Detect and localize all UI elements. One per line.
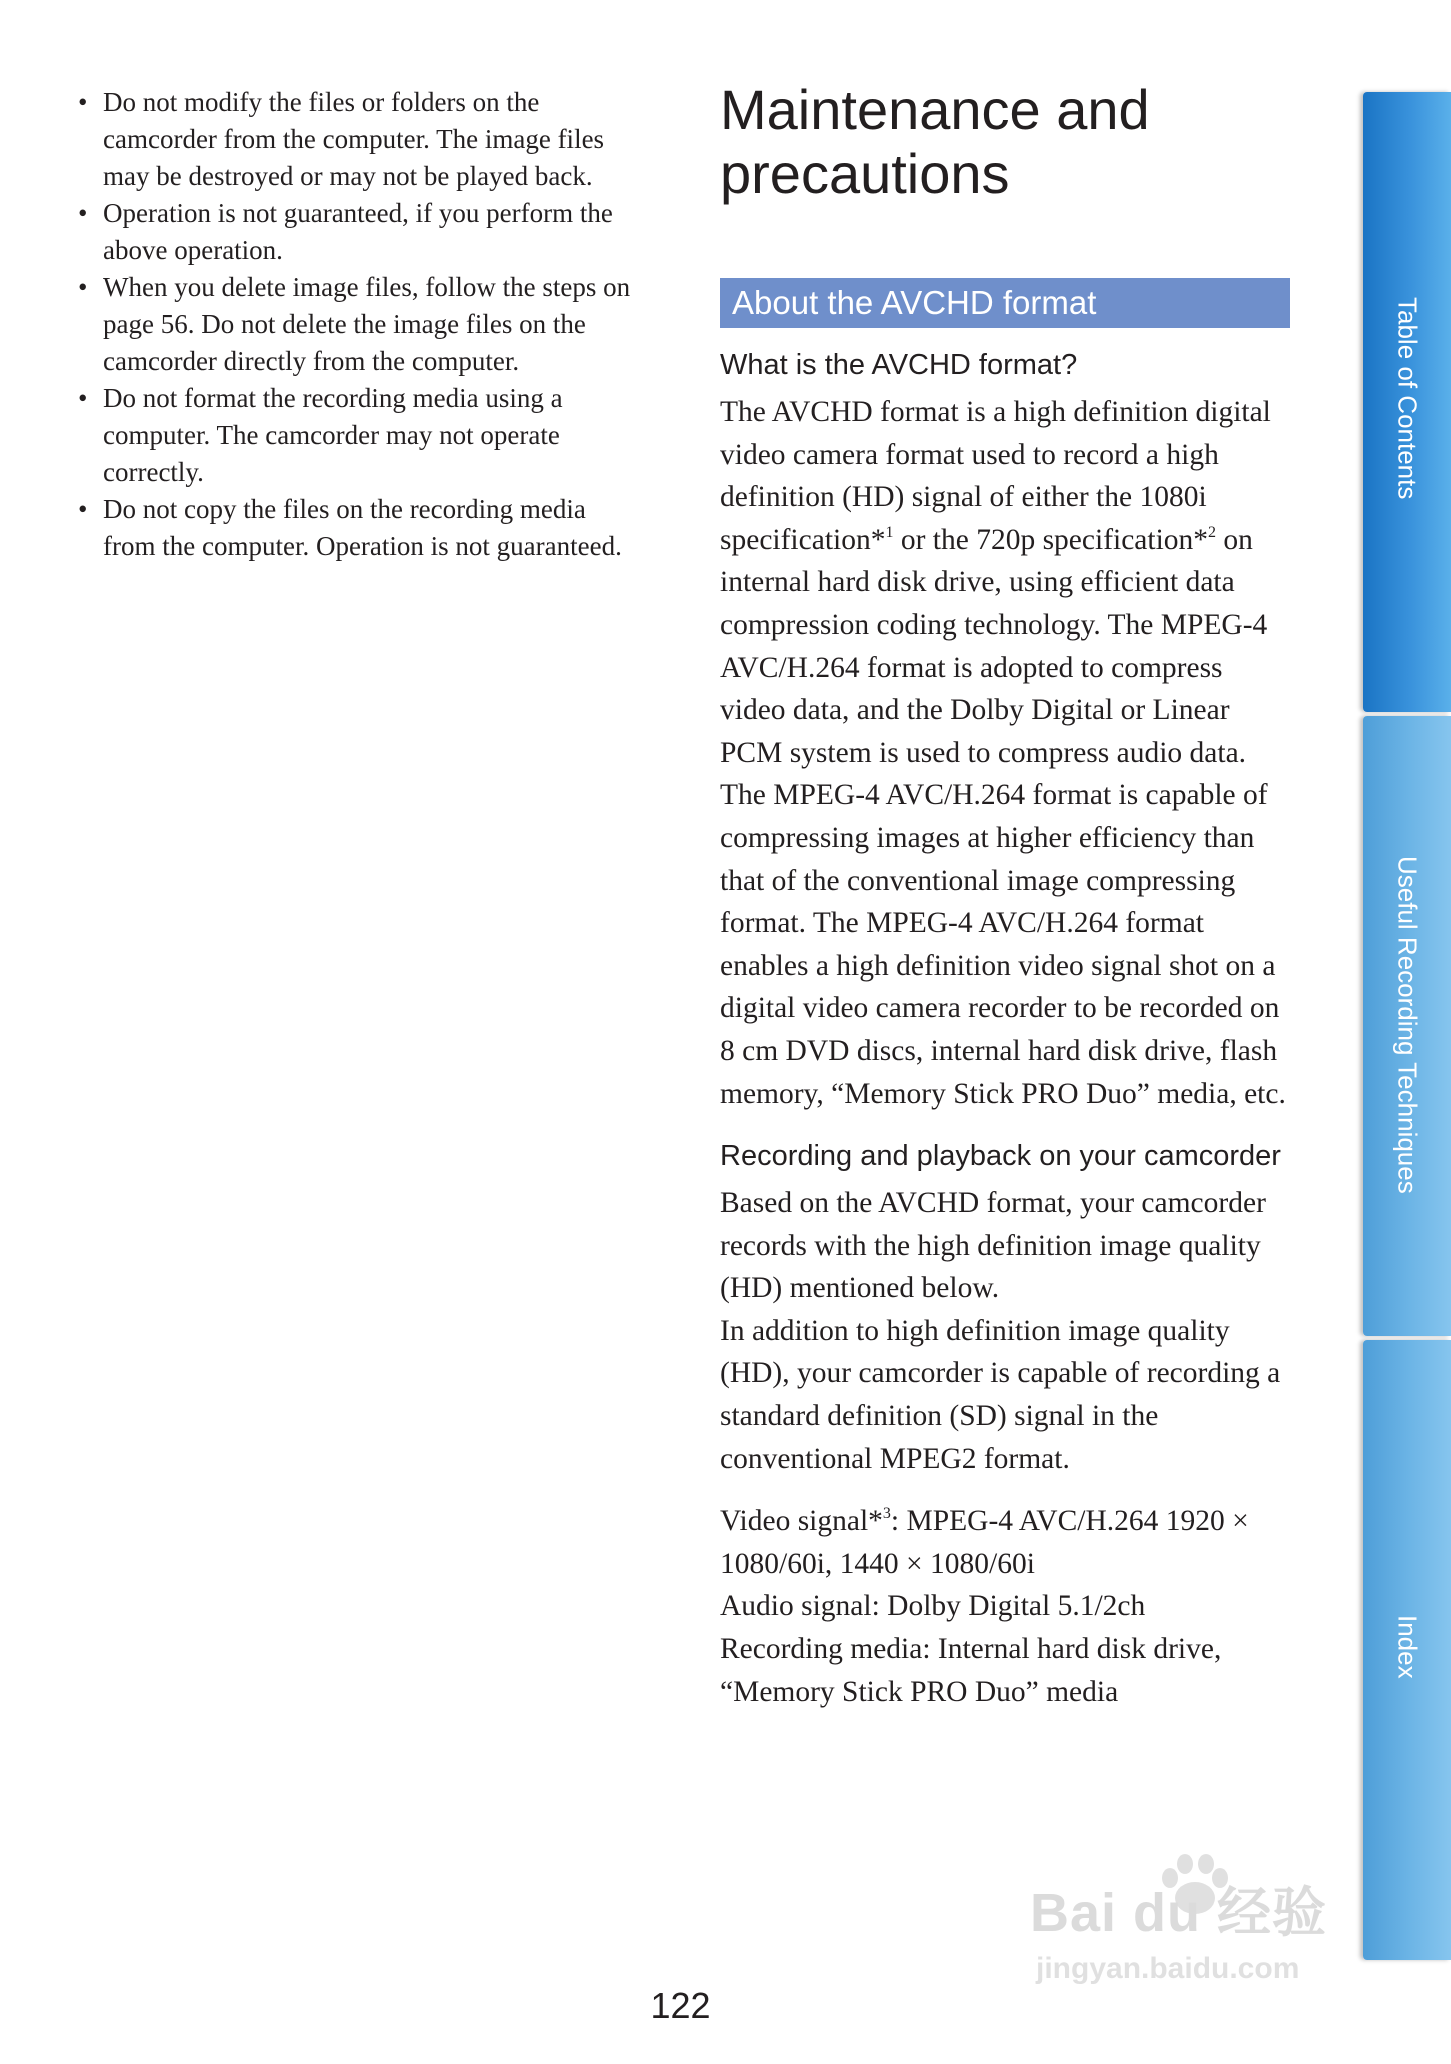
subheading-what-is-avchd: What is the AVCHD format? (720, 349, 1078, 381)
page-title (720, 78, 1290, 206)
section-heading: About the AVCHD format (720, 278, 1290, 328)
list-item: • Do not copy the files on the recording media from the computer. Operation is not guaranteed. (78, 491, 643, 565)
list-item: • Do not format the recording media using a computer. The camcorder may not operate correctly. (78, 380, 643, 491)
subheading-recording-playback: Recording and playback on your camcorder (720, 1140, 1281, 1173)
paragraph-hd-recording: Based on the AVCHD format, your camcorder records with the high definition image quality (HD) mentioned below. (720, 1187, 1266, 1305)
intro-text-a: The AVCHD format is a high definition digital video camera format used to record a high definition (HD) signal of either the 1080i specification* (720, 396, 1271, 556)
right-column (720, 78, 1290, 1713)
watermark (1030, 1850, 1360, 2000)
intro-text-b: or the 720p specification* (893, 523, 1209, 556)
list-item: • Operation is not guaranteed, if you perform the above operation. (78, 195, 643, 269)
left-column (78, 84, 643, 565)
tab-index[interactable] (1363, 1340, 1451, 1960)
paragraph-avchd-intro (720, 391, 1290, 774)
spec-video-label: Video signal* (720, 1505, 883, 1538)
spec-list (720, 1500, 1290, 1713)
title-line-2: precautions (720, 142, 1010, 205)
list-item: • When you delete image files, follow the steps on page 56. Do not delete the image files on the camcorder directly from the computer. (78, 269, 643, 380)
footnote-ref-2: 2 (1208, 523, 1217, 541)
paragraph-sd-recording: In addition to high definition image quality (HD), your camcorder is capable of recording a standard definition (SD) signal in the conventional MPEG2 format. (720, 1314, 1281, 1475)
footnote-ref-3: 3 (882, 1505, 891, 1523)
tab-label: Table of Contents (1392, 297, 1423, 500)
footnote-ref-1: 1 (885, 523, 894, 541)
tab-useful-recording-techniques[interactable] (1363, 716, 1451, 1336)
intro-text-c: on internal hard disk drive, using efficient data compression coding technology. The MPEG-4 AVC/H.264 format is adopted to compress video data, and the Dolby Digital or Linear PCM system is used to compress audio data. (720, 523, 1268, 769)
page-number: 122 (650, 1985, 711, 2026)
watermark-logo: Bai du 经验 (1030, 1883, 1328, 1943)
watermark-url: jingyan.baidu.com (1036, 1952, 1300, 1985)
tab-label: Index (1392, 1615, 1423, 1679)
precaution-list (78, 84, 643, 565)
tab-label: Useful Recording Techniques (1392, 856, 1423, 1194)
spec-audio: Audio signal: Dolby Digital 5.1/2ch (720, 1590, 1146, 1623)
spec-media: Recording media: Internal hard disk drive, “Memory Stick PRO Duo” media (720, 1633, 1222, 1708)
title-line-1: Maintenance and (720, 78, 1150, 141)
list-item: • Do not modify the files or folders on the camcorder from the computer. The image files may be destroyed or may not be played back. (78, 84, 643, 195)
paragraph-mpeg4: The MPEG-4 AVC/H.264 format is capable of compressing images at higher efficiency than that of the conventional image compressing format. The MPEG-4 AVC/H.264 format enables a high definition video signal shot on a digital video camera recorder to be recorded on 8 cm DVD discs, internal hard disk drive, flash memory, “Memory Stick PRO Duo” media, etc. (720, 779, 1286, 1110)
spec-video-value: : MPEG-4 AVC/H.264 1920 × 1080/60i, 1440 × 1080/60i (720, 1505, 1249, 1580)
tab-table-of-contents[interactable] (1363, 92, 1451, 712)
